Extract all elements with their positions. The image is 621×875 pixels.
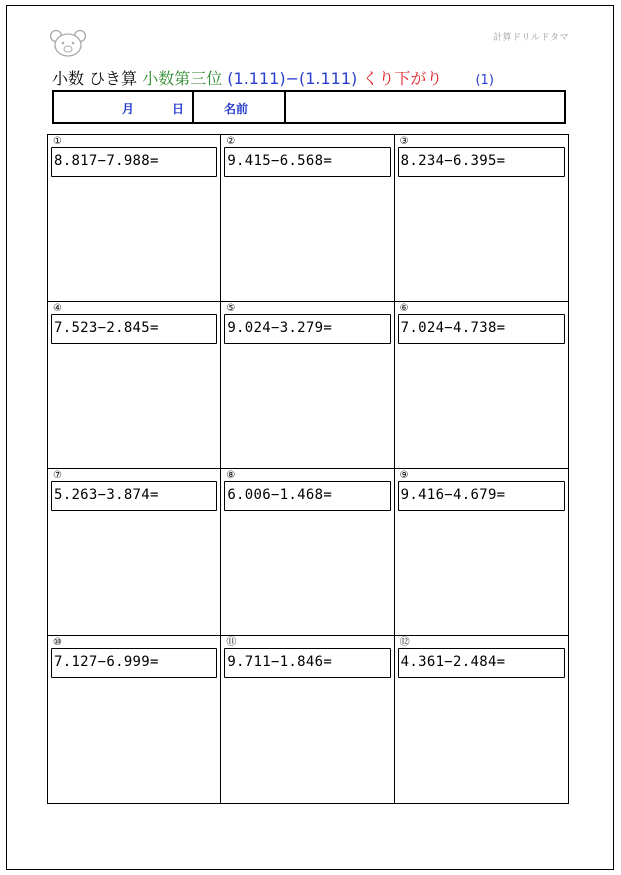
problem-number: ① bbox=[53, 136, 62, 147]
problem-expression: 9.416−4.679= bbox=[398, 481, 565, 511]
problem-expression: 8.234−6.395= bbox=[398, 147, 565, 177]
title-borrow: くり下がり bbox=[362, 69, 443, 88]
problem-expression: 9.024−3.279= bbox=[224, 314, 390, 344]
bear-logo-icon bbox=[49, 28, 87, 58]
title-main: 小数 ひき算 bbox=[52, 69, 138, 88]
problem-cell[interactable] bbox=[221, 469, 394, 636]
day-label: 日 bbox=[172, 102, 185, 116]
problem-expression: 6.006−1.468= bbox=[224, 481, 390, 511]
name-label-cell bbox=[194, 92, 286, 122]
problem-cell[interactable] bbox=[221, 135, 394, 302]
problem-number: ⑧ bbox=[226, 470, 236, 481]
problem-number: ⑥ bbox=[399, 303, 409, 314]
problem-cell[interactable] bbox=[395, 469, 568, 636]
date-field[interactable] bbox=[54, 92, 194, 122]
title-format: (1.111)−(1.111) bbox=[227, 69, 358, 88]
info-bar bbox=[52, 90, 566, 124]
page-number: (1) bbox=[475, 73, 494, 88]
problem-expression: 7.127−6.999= bbox=[51, 648, 217, 678]
problem-expression: 9.415−6.568= bbox=[224, 147, 390, 177]
problem-cell[interactable] bbox=[395, 302, 568, 469]
problem-expression: 4.361−2.484= bbox=[398, 648, 565, 678]
brand-label: 計算ドリルドタマ bbox=[492, 33, 569, 43]
problem-number: ③ bbox=[399, 136, 409, 147]
title-decimal-place: 小数第三位 bbox=[142, 69, 223, 88]
problem-cell[interactable] bbox=[395, 636, 568, 803]
name-field[interactable] bbox=[286, 92, 564, 122]
worksheet-title bbox=[52, 66, 494, 89]
problem-number: ⑦ bbox=[53, 470, 62, 481]
problem-expression: 9.711−1.846= bbox=[224, 648, 390, 678]
problem-cell[interactable] bbox=[221, 302, 394, 469]
problem-number: ④ bbox=[53, 303, 62, 314]
problem-cell[interactable] bbox=[48, 469, 221, 636]
problem-cell[interactable] bbox=[221, 636, 394, 803]
month-label: 月 bbox=[122, 102, 135, 116]
problem-grid bbox=[47, 134, 569, 804]
problem-cell[interactable] bbox=[48, 636, 221, 803]
problem-cell[interactable] bbox=[48, 135, 221, 302]
problem-expression: 8.817−7.988= bbox=[51, 147, 217, 177]
problem-expression: 7.024−4.738= bbox=[398, 314, 565, 344]
problem-number: ② bbox=[226, 136, 236, 147]
problem-number: ⑪ bbox=[226, 637, 237, 648]
name-label: 名前 bbox=[224, 102, 249, 116]
problem-number: ⑫ bbox=[399, 637, 410, 648]
problem-expression: 7.523−2.845= bbox=[51, 314, 217, 344]
problem-cell[interactable] bbox=[395, 135, 568, 302]
problem-cell[interactable] bbox=[48, 302, 221, 469]
problem-number: ⑤ bbox=[226, 303, 236, 314]
problem-number: ⑩ bbox=[53, 637, 62, 648]
problem-expression: 5.263−3.874= bbox=[51, 481, 217, 511]
problem-number: ⑨ bbox=[399, 470, 409, 481]
